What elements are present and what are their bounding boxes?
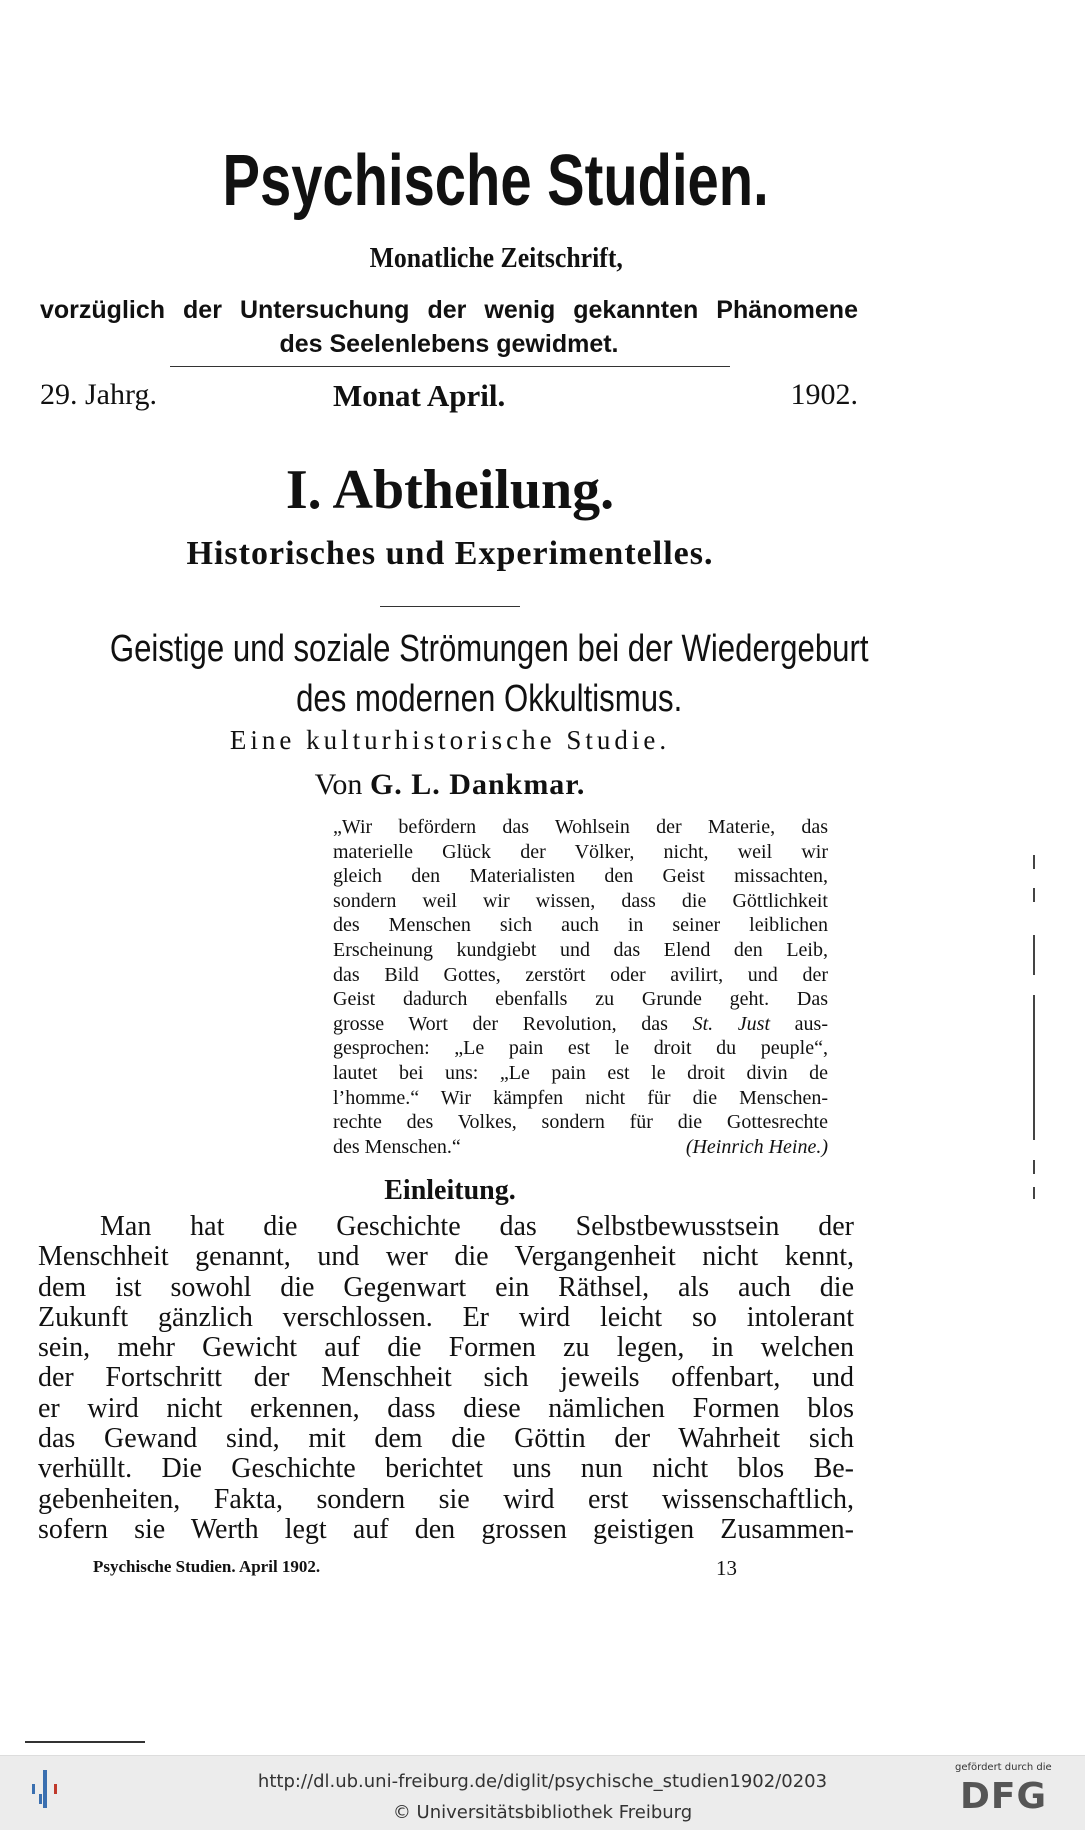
divider: [170, 366, 730, 367]
section-title: I. Abtheilung.: [285, 459, 615, 521]
epigraph-line: lautet bei uns: „Le pain est le droit divin de: [333, 1061, 828, 1084]
journal-description-line: des Seelenlebens gewidmet.: [279, 330, 619, 358]
article-title-line: des modernen Okkultismus.: [296, 678, 683, 720]
volume-label: 29. Jahrg.: [40, 378, 157, 411]
document-url[interactable]: http://dl.ub.uni-freiburg.de/diglit/psychische_studien1902/0203: [257, 1771, 828, 1792]
epigraph-line: „Wir befördern das Wohlsein der Materie, das: [333, 816, 828, 838]
divider: [25, 1741, 145, 1743]
intro-heading: Einleitung.: [384, 1175, 516, 1206]
epigraph-text: grosse Wort der Revolution, das: [333, 1012, 693, 1035]
page-number: 13: [716, 1556, 737, 1580]
margin-mark: [1033, 995, 1035, 1140]
funding-label: gefördert durch die: [955, 1762, 1052, 1773]
epigraph-text: des Menschen.“: [333, 1135, 461, 1158]
article-subtitle: Eine kulturhistorische Studie.: [229, 725, 671, 755]
journal-description: [40, 293, 858, 361]
body-line: gebenheiten, Fakta, sondern sie wird erst wissenschaftlich,: [38, 1483, 854, 1515]
epigraph-attribution: (Heinrich Heine.): [685, 1135, 828, 1158]
body-line: Menschheit genannt, und wer die Vergangenheit nicht kennt,: [38, 1241, 854, 1273]
margin-mark: [1033, 855, 1035, 869]
article-title: [79, 624, 899, 724]
epigraph-line: das Bild Gottes, zerstört oder avilirt, und der: [333, 963, 828, 986]
byline-prefix: Von: [314, 768, 363, 801]
epigraph-line: l’homme.“ Wir kämpfen nicht für die Menschen-: [333, 1086, 828, 1109]
body-line: er wird nicht erkennen, dass diese nämlichen Formen blos: [38, 1392, 854, 1424]
body-line: dem ist sowohl die Gegenwart ein Räthsel, als auch die: [38, 1271, 854, 1303]
body-line: das Gewand sind, mit dem die Göttin der Wahrheit sich: [38, 1423, 854, 1455]
body-line: Man hat die Geschichte das Selbstbewusstsein der: [100, 1211, 854, 1242]
epigraph-line: materielle Glück der Völker, nicht, weil wir: [333, 840, 828, 863]
journal-subtitle: Monatliche Zeitschrift,: [369, 243, 623, 274]
year-label: 1902.: [790, 378, 858, 411]
author-name: G. L. Dankmar.: [369, 768, 586, 801]
epigraph: [333, 815, 828, 1159]
body-line: Zukunft gänzlich verschlossen. Er wird leicht so intolerant: [38, 1301, 854, 1333]
epigraph-line: Geist dadurch ebenfalls zu Grunde geht. Das: [333, 988, 828, 1011]
footer-signature: Psychische Studien. April 1902.: [93, 1557, 321, 1576]
margin-mark: [1033, 1187, 1035, 1199]
epigraph-line: gesprochen: „Le pain est le droit du peuple“,: [333, 1037, 828, 1060]
body-text: [38, 1212, 854, 1545]
epigraph-line: [333, 1135, 828, 1160]
margin-mark: [1033, 1160, 1035, 1174]
month-label: Monat April.: [333, 378, 506, 413]
epigraph-text: aus-: [770, 1012, 828, 1035]
copyright-notice: © Universitätsbibliothek Freiburg: [392, 1802, 693, 1823]
journal-description-line: vorzüglich der Untersuchung der wenig gekannten Phänomene: [40, 296, 858, 324]
section-subtitle: Historisches und Experimentelles.: [186, 535, 714, 572]
body-line: verhüllt. Die Geschichte berichtet uns nun nicht blos Be-: [38, 1453, 854, 1485]
body-line: sein, mehr Gewicht auf die Formen zu legen, in welchen: [38, 1332, 854, 1364]
body-line: sofern sie Werth legt auf den grossen geistigen Zusammen-: [38, 1513, 854, 1545]
body-line: der Fortschritt der Menschheit sich jeweils offenbart, und: [38, 1362, 854, 1394]
article-title-line: Geistige und soziale Strömungen bei der Wiedergeburt: [109, 628, 869, 670]
divider: [380, 606, 520, 607]
epigraph-line: sondern weil wir wissen, dass die Göttlichkeit: [333, 889, 828, 912]
epigraph-line: gleich den Materialisten den Geist missachten,: [333, 865, 828, 888]
margin-mark: [1033, 935, 1035, 975]
dfg-logo-icon: DFG: [960, 1776, 1048, 1817]
epigraph-line: des Menschen sich auch in seiner leiblichen: [333, 914, 828, 937]
epigraph-line: rechte des Volkes, sondern für die Gottesrechte: [333, 1111, 828, 1134]
epigraph-line: [333, 1012, 828, 1037]
margin-mark: [1033, 888, 1035, 902]
byline: [0, 768, 900, 802]
epigraph-line: Erscheinung kundgiebt und das Elend den Leib,: [333, 938, 828, 961]
journal-title: Psychische Studien.: [222, 141, 769, 221]
epigraph-name: St. Just: [692, 1012, 771, 1035]
